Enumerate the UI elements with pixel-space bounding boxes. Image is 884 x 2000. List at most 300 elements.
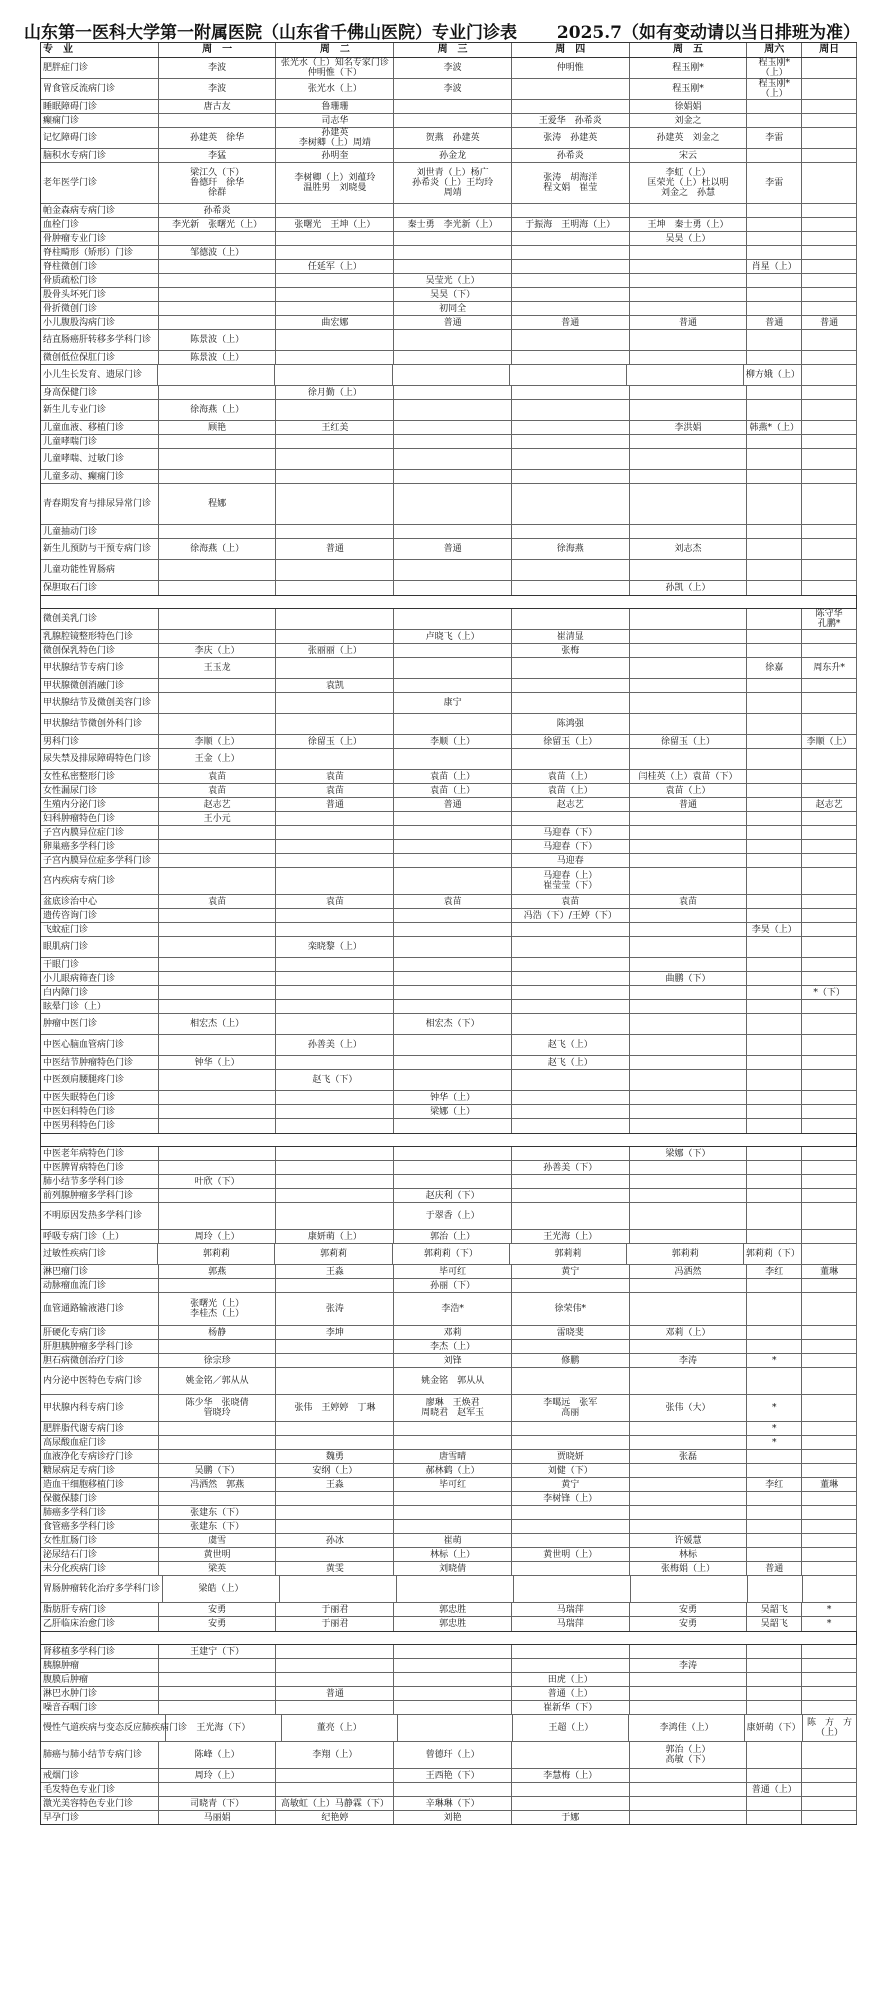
schedule-cell-tue: 魏勇 — [276, 1450, 394, 1463]
schedule-cell-sat — [747, 1797, 802, 1810]
specialty-name: 早孕门诊 — [41, 1811, 159, 1824]
schedule-cell-mon — [159, 560, 277, 580]
schedule-cell-fri — [630, 484, 748, 524]
schedule-cell-tue — [276, 630, 394, 643]
specialty-name: 妇科肿瘤特色门诊 — [41, 812, 159, 825]
schedule-cell-wed — [394, 658, 512, 678]
specialty-name: 乳腺腔镜整形特色门诊 — [41, 630, 159, 643]
schedule-cell-thu — [512, 1534, 630, 1547]
schedule-cell-tue — [276, 1506, 394, 1519]
schedule-cell-sat — [747, 1645, 802, 1658]
schedule-cell-sat — [747, 784, 802, 797]
schedule-cell-sun — [802, 868, 857, 894]
schedule-cell-sun: 董琳 — [802, 1265, 857, 1278]
specialty-name: 噪音吞咽门诊 — [41, 1701, 159, 1714]
schedule-cell-thu — [512, 1000, 630, 1013]
schedule-cell-fri: 曲鹏（下） — [630, 972, 748, 985]
schedule-cell-sat: 程玉刚* （上） — [747, 58, 802, 78]
schedule-cell-sat — [747, 826, 802, 839]
schedule-cell-wed — [394, 937, 512, 957]
schedule-cell-mon: 袁苗 — [159, 770, 277, 783]
specialty-name: 结直肠癌肝转移多学科门诊 — [41, 330, 159, 350]
table-row — [41, 1783, 857, 1797]
schedule-cell-tue — [276, 330, 394, 350]
table-row — [41, 421, 857, 435]
schedule-cell-wed — [394, 868, 512, 894]
specialty-name: 中医失眠特色门诊 — [41, 1091, 159, 1104]
specialty-name: 中医结节肿瘤特色门诊 — [41, 1056, 159, 1069]
schedule-cell-mon: 顾艳 — [159, 421, 277, 434]
schedule-cell-thu — [512, 302, 630, 315]
schedule-cell-tue: 李翔（上） — [276, 1742, 394, 1768]
schedule-cell-fri: 刘金之 — [630, 114, 748, 127]
schedule-cell-thu — [512, 1742, 630, 1768]
header-thu: 周 四 — [512, 43, 630, 57]
schedule-cell-sat: 李雷 — [747, 128, 802, 148]
schedule-cell-mon: 梁江久（下） 鲁德玕 徐华 徐群 — [159, 163, 277, 203]
schedule-cell-mon — [159, 937, 277, 957]
table-row — [41, 1422, 857, 1436]
schedule-cell-sun — [802, 854, 857, 867]
specialty-name: 中医脾胃病特色门诊 — [41, 1161, 159, 1174]
schedule-cell-wed — [394, 1783, 512, 1796]
schedule-cell-tue — [276, 1056, 394, 1069]
schedule-cell-sat — [747, 1520, 802, 1533]
table-row — [41, 937, 857, 958]
table-row — [41, 1119, 857, 1133]
schedule-cell-sat: 徐嘉 — [747, 658, 802, 678]
schedule-cell-sat — [747, 1534, 802, 1547]
schedule-cell-sun — [802, 1056, 857, 1069]
schedule-cell-sun — [802, 770, 857, 783]
schedule-cell-sun — [803, 1576, 857, 1602]
schedule-cell-tue — [276, 1340, 394, 1353]
specialty-name: 肺癌与肺小结节专病门诊 — [41, 1742, 159, 1768]
table-row — [41, 260, 857, 274]
schedule-cell-mon — [159, 260, 277, 273]
schedule-cell-wed — [394, 840, 512, 853]
table-row — [41, 1279, 857, 1293]
schedule-cell-tue — [276, 854, 394, 867]
schedule-cell-fri: 李涛 — [630, 1354, 748, 1367]
table-row — [41, 658, 857, 679]
schedule-cell-sun — [802, 365, 857, 385]
schedule-cell-sun — [802, 1548, 857, 1561]
schedule-cell-thu: 马瑞萍 — [512, 1603, 630, 1616]
schedule-cell-fri — [630, 868, 748, 894]
schedule-cell-fri — [630, 330, 748, 350]
schedule-cell-mon — [159, 1436, 277, 1449]
schedule-cell-mon — [159, 854, 277, 867]
specialty-name: 男科门诊 — [41, 735, 159, 748]
table-row — [41, 735, 857, 749]
schedule-cell-thu — [512, 1119, 630, 1133]
schedule-cell-mon: 李庆（上） — [159, 644, 277, 657]
table-row — [41, 365, 857, 386]
schedule-cell-sun: 陈守华 孔鹏* — [802, 609, 857, 629]
schedule-cell-mon — [159, 1119, 277, 1133]
schedule-cell-tue: 任延军（上） — [276, 260, 394, 273]
schedule-cell-sat — [747, 246, 802, 259]
schedule-cell-sun — [802, 149, 857, 162]
schedule-cell-thu — [512, 581, 630, 595]
specialty-name: 内分泌中医特色专病门诊 — [41, 1368, 159, 1394]
schedule-cell-sat: * — [747, 1422, 802, 1435]
schedule-cell-fri: 李洪娟 — [630, 421, 748, 434]
specialty-name: 儿童血液、移植门诊 — [41, 421, 159, 434]
schedule-cell-wed: 于翠香（上） — [394, 1203, 512, 1229]
schedule-cell-mon — [159, 1279, 277, 1292]
specialty-name: 中医老年病特色门诊 — [41, 1147, 159, 1160]
schedule-cell-tue — [276, 204, 394, 217]
schedule-cell-sun: 普通 — [802, 316, 857, 329]
schedule-cell-thu — [512, 484, 630, 524]
schedule-cell-wed — [394, 986, 512, 999]
table-row — [41, 1161, 857, 1175]
schedule-cell-sat: 李昊（上） — [747, 923, 802, 936]
schedule-cell-sun — [802, 1035, 857, 1055]
schedule-cell-tue — [276, 909, 394, 922]
schedule-cell-sun — [802, 644, 857, 657]
schedule-cell-thu: 于娜 — [512, 1811, 630, 1824]
table-row — [41, 1715, 857, 1742]
schedule-cell-thu — [512, 923, 630, 936]
schedule-cell-sun — [802, 1105, 857, 1118]
specialty-name: 眼肌病门诊 — [41, 937, 159, 957]
schedule-cell-fri — [630, 909, 748, 922]
schedule-cell-fri — [630, 1070, 748, 1090]
schedule-cell-wed: 辛琳琳（下） — [394, 1797, 512, 1810]
schedule-cell-thu — [512, 1797, 630, 1810]
schedule-cell-tue — [276, 840, 394, 853]
schedule-cell-wed — [394, 714, 512, 734]
specialty-name: 小儿生长发育、遗尿门诊 — [41, 365, 158, 385]
table-row — [41, 958, 857, 972]
table-row — [41, 204, 857, 218]
schedule-cell-sat — [747, 1659, 802, 1672]
specialty-name: 脂肪肝专病门诊 — [41, 1603, 159, 1616]
schedule-cell-mon: 陈少华 张晓倩 管晓玲 — [159, 1395, 277, 1421]
schedule-cell-tue: 张丽丽（上） — [276, 644, 394, 657]
specialty-name: 小儿腹股沟病门诊 — [41, 316, 159, 329]
table-row — [41, 1000, 857, 1014]
schedule-cell-thu: 孙希炎 — [512, 149, 630, 162]
schedule-cell-fri — [631, 1576, 748, 1602]
specialty-name: 胃食管反流病门诊 — [41, 79, 159, 99]
schedule-cell-tue: 张曙光 王坤（上） — [276, 218, 394, 231]
schedule-cell-thu: 马迎春（下） — [512, 826, 630, 839]
schedule-cell-fri — [630, 812, 748, 825]
schedule-cell-tue — [276, 484, 394, 524]
specialty-name: 肥胖症门诊 — [41, 58, 159, 78]
schedule-cell-sun: 李顺（上） — [802, 735, 857, 748]
schedule-cell-thu: 李树锋（上） — [512, 1492, 630, 1505]
table-row — [41, 1395, 857, 1422]
specialty-name: 肿瘤中医门诊 — [41, 1014, 159, 1034]
schedule-cell-sun — [802, 1175, 857, 1188]
schedule-cell-sun — [802, 1506, 857, 1519]
schedule-cell-fri: 刘志杰 — [630, 539, 748, 559]
schedule-cell-fri — [630, 274, 748, 287]
schedule-cell-fri: 袁苗 — [630, 895, 748, 908]
schedule-cell-sun — [802, 1520, 857, 1533]
schedule-cell-tue: 王淼 — [276, 1478, 394, 1491]
schedule-cell-thu — [512, 1147, 630, 1160]
table-row — [41, 218, 857, 232]
schedule-cell-mon — [159, 1091, 277, 1104]
table-row — [41, 1701, 857, 1715]
schedule-cell-mon — [159, 1000, 277, 1013]
schedule-cell-sat — [747, 1230, 802, 1243]
schedule-cell-wed: 梁娜（上） — [394, 1105, 512, 1118]
schedule-cell-fri: 李鸿佳（上） — [629, 1715, 745, 1741]
schedule-cell-tue — [276, 1091, 394, 1104]
schedule-cell-wed — [394, 1492, 512, 1505]
schedule-cell-thu — [512, 204, 630, 217]
schedule-cell-fri — [630, 1783, 748, 1796]
schedule-cell-fri — [630, 1230, 748, 1243]
schedule-cell-mon — [159, 1450, 277, 1463]
schedule-cell-tue — [276, 246, 394, 259]
schedule-cell-sat — [747, 400, 802, 420]
schedule-cell-sun — [802, 1422, 857, 1435]
specialty-name: 肺癌多学科门诊 — [41, 1506, 159, 1519]
section-spacer — [41, 1632, 857, 1645]
schedule-cell-mon: 陈峰（上） — [159, 1742, 277, 1768]
schedule-cell-tue: 黄雯 — [276, 1562, 394, 1575]
schedule-cell-mon — [159, 386, 277, 399]
schedule-cell-mon — [159, 1687, 277, 1700]
schedule-cell-tue — [276, 1175, 394, 1188]
schedule-cell-wed — [398, 1715, 514, 1741]
schedule-cell-tue — [276, 1119, 394, 1133]
specialty-name: 未分化疾病门诊 — [41, 1562, 159, 1575]
schedule-cell-mon — [159, 1070, 277, 1090]
specialty-name: 脊柱畸形（矫形）门诊 — [41, 246, 159, 259]
specialty-name: 保胆取石门诊 — [41, 581, 159, 595]
schedule-cell-sat — [747, 1811, 802, 1824]
table-row — [41, 609, 857, 630]
schedule-cell-wed — [394, 1687, 512, 1700]
schedule-cell-wed — [394, 1645, 512, 1658]
schedule-cell-mon: 周玲（上） — [159, 1230, 277, 1243]
schedule-cell-sat — [747, 1673, 802, 1686]
schedule-cell-tue: 徐月勤（上） — [276, 386, 394, 399]
schedule-cell-tue: 纪艳婷 — [276, 1811, 394, 1824]
schedule-cell-sat — [747, 100, 802, 113]
schedule-cell-thu — [512, 812, 630, 825]
schedule-cell-wed — [394, 826, 512, 839]
table-row — [41, 386, 857, 400]
specialty-name: 盆底诊治中心 — [41, 895, 159, 908]
schedule-cell-thu — [512, 232, 630, 245]
schedule-cell-sat — [747, 1119, 802, 1133]
schedule-cell-wed: 卢晓飞（上） — [394, 630, 512, 643]
schedule-cell-sun — [802, 1783, 857, 1796]
schedule-cell-mon: 李光新 张曙光（上） — [159, 218, 277, 231]
schedule-cell-wed: 秦士勇 李光新（上） — [394, 218, 512, 231]
table-header — [41, 43, 857, 58]
schedule-cell-wed — [394, 114, 512, 127]
schedule-cell-wed: 毕可红 — [394, 1478, 512, 1491]
schedule-cell-mon: 虞雪 — [159, 1534, 277, 1547]
schedule-cell-mon — [159, 923, 277, 936]
schedule-cell-thu — [512, 1368, 630, 1394]
schedule-cell-tue: 袁凯 — [276, 679, 394, 692]
schedule-cell-thu: 黄宁 — [512, 1265, 630, 1278]
schedule-cell-thu: 王爱华 孙希炎 — [512, 114, 630, 127]
schedule-cell-tue — [276, 274, 394, 287]
schedule-cell-sun — [802, 246, 857, 259]
schedule-cell-fri — [630, 1189, 748, 1202]
schedule-cell-fri: 张磊 — [630, 1450, 748, 1463]
schedule-cell-fri: 普通 — [630, 316, 748, 329]
schedule-cell-sun — [802, 1147, 857, 1160]
schedule-cell-tue: 鲁珊珊 — [276, 100, 394, 113]
schedule-cell-thu — [512, 1279, 630, 1292]
schedule-cell-fri — [630, 840, 748, 853]
schedule-cell-wed: 孙丽（下） — [394, 1279, 512, 1292]
schedule-cell-thu — [512, 1175, 630, 1188]
schedule-cell-sun — [802, 972, 857, 985]
schedule-cell-fri — [630, 1645, 748, 1658]
schedule-cell-fri — [630, 1340, 748, 1353]
schedule-cell-wed: 曾德玕（上） — [394, 1742, 512, 1768]
table-row — [41, 302, 857, 316]
table-row — [41, 435, 857, 449]
schedule-cell-sun — [802, 114, 857, 127]
schedule-cell-sat — [747, 351, 802, 364]
schedule-cell-tue: 普通 — [276, 539, 394, 559]
specialty-name: 不明原因发热多学科门诊 — [41, 1203, 159, 1229]
schedule-cell-sat — [747, 1035, 802, 1055]
schedule-cell-wed: 钟华（上） — [394, 1091, 512, 1104]
table-row — [41, 923, 857, 937]
schedule-cell-sat — [747, 1701, 802, 1714]
schedule-cell-tue — [276, 1189, 394, 1202]
schedule-cell-sun — [802, 679, 857, 692]
specialty-name: 过敏性疾病门诊 — [41, 1244, 158, 1264]
schedule-cell-sat — [747, 714, 802, 734]
schedule-cell-tue — [276, 525, 394, 538]
schedule-cell-tue: 于丽君 — [276, 1617, 394, 1631]
schedule-cell-thu — [512, 330, 630, 350]
schedule-cell-sat — [747, 609, 802, 629]
table-row — [41, 798, 857, 812]
schedule-cell-fri — [630, 260, 748, 273]
schedule-cell-sat — [747, 1368, 802, 1394]
schedule-cell-sun — [802, 895, 857, 908]
schedule-cell-mon — [159, 1189, 277, 1202]
schedule-cell-mon — [159, 1783, 277, 1796]
specialty-name: 癫痫门诊 — [41, 114, 159, 127]
schedule-cell-sun — [802, 274, 857, 287]
schedule-cell-sat: 李红 — [747, 1478, 802, 1491]
schedule-cell-wed — [394, 581, 512, 595]
specialty-name: 卵巢癌多学科门诊 — [41, 840, 159, 853]
schedule-cell-wed: 袁苗 — [394, 895, 512, 908]
schedule-cell-thu — [512, 679, 630, 692]
schedule-cell-wed — [394, 232, 512, 245]
schedule-cell-thu — [512, 274, 630, 287]
schedule-cell-tue — [276, 972, 394, 985]
table-row — [41, 895, 857, 909]
schedule-cell-thu — [512, 937, 630, 957]
schedule-cell-thu: 袁苗 — [512, 895, 630, 908]
schedule-cell-tue — [276, 923, 394, 936]
schedule-cell-sun — [802, 909, 857, 922]
schedule-cell-thu: 袁苗（上） — [512, 784, 630, 797]
table-row — [41, 1769, 857, 1783]
specialty-name: 微创低位保肛门诊 — [41, 351, 159, 364]
schedule-cell-mon — [159, 609, 277, 629]
schedule-cell-tue — [276, 302, 394, 315]
schedule-cell-sat — [747, 868, 802, 894]
table-section — [41, 609, 857, 1134]
schedule-cell-wed — [394, 1506, 512, 1519]
schedule-cell-fri — [630, 986, 748, 999]
schedule-cell-thu — [512, 693, 630, 713]
schedule-cell-wed: 郭莉莉（下） — [393, 1244, 510, 1264]
schedule-cell-sat: 普通 — [747, 1562, 802, 1575]
schedule-cell-thu — [512, 351, 630, 364]
table-row — [41, 1576, 857, 1603]
schedule-cell-tue — [276, 449, 394, 469]
schedule-cell-fri — [630, 749, 748, 769]
schedule-cell-mon: 李波 — [159, 58, 277, 78]
schedule-cell-thu — [512, 100, 630, 113]
schedule-cell-wed — [394, 435, 512, 448]
schedule-cell-sat: 韩燕*（上） — [747, 421, 802, 434]
section-spacer — [41, 596, 857, 609]
table-row — [41, 1340, 857, 1354]
schedule-cell-wed: 廖琳 王焕君 周晓君 赵军玉 — [394, 1395, 512, 1421]
schedule-cell-sun — [802, 525, 857, 538]
schedule-cell-tue: 张光水（上） — [276, 79, 394, 99]
specialty-name: 乙肝临床治愈门诊 — [41, 1617, 159, 1631]
specialty-name: 青春期发育与排尿异常门诊 — [41, 484, 159, 524]
schedule-cell-tue — [276, 826, 394, 839]
schedule-cell-wed: 郭治（上） — [394, 1230, 512, 1243]
schedule-cell-sun — [802, 714, 857, 734]
schedule-cell-tue — [276, 986, 394, 999]
schedule-cell-sat — [747, 1014, 802, 1034]
schedule-cell-tue — [276, 232, 394, 245]
schedule-cell-sun — [802, 1354, 857, 1367]
schedule-cell-tue: 普通 — [276, 1687, 394, 1700]
specialty-name: 动脉瘤血流门诊 — [41, 1279, 159, 1292]
table-row — [41, 1091, 857, 1105]
schedule-cell-sun — [802, 1203, 857, 1229]
specialty-name: 肝硬化专病门诊 — [41, 1326, 159, 1339]
header-sat: 周六 — [747, 43, 802, 57]
schedule-cell-sun — [802, 1659, 857, 1672]
schedule-cell-wed: 刘艳 — [394, 1811, 512, 1824]
table-row — [41, 581, 857, 595]
specialty-name: 记忆障碍门诊 — [41, 128, 159, 148]
schedule-cell-mon — [159, 114, 277, 127]
schedule-cell-sun — [802, 484, 857, 524]
schedule-cell-tue: 王红美 — [276, 421, 394, 434]
schedule-cell-wed: 李杰（上） — [394, 1340, 512, 1353]
schedule-cell-wed — [394, 1422, 512, 1435]
schedule-cell-tue: 高敏虹（上）马静霖（下） — [276, 1797, 394, 1810]
schedule-cell-fri — [630, 1161, 748, 1174]
schedule-cell-sat — [747, 937, 802, 957]
schedule-cell-sat: 李雷 — [747, 163, 802, 203]
schedule-cell-fri — [630, 525, 748, 538]
schedule-cell-mon — [159, 1659, 277, 1672]
